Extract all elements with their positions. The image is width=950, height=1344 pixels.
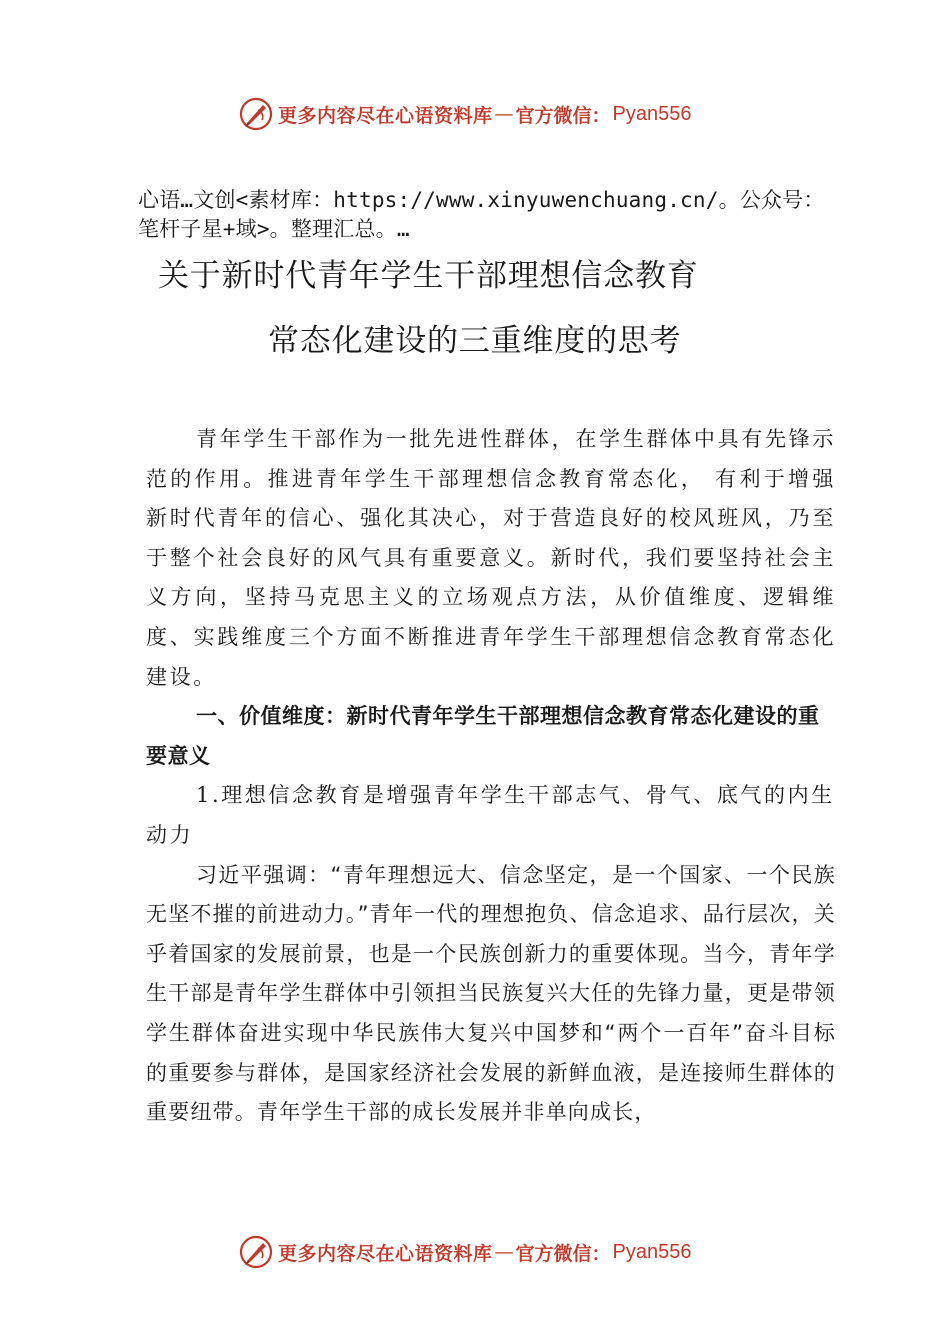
document-body bbox=[146, 420, 836, 1133]
title-line-1: 关于新时代青年学生干部理想信念教育 bbox=[158, 258, 699, 294]
quill-logo-icon bbox=[238, 96, 274, 132]
banner-separator: — bbox=[494, 103, 514, 125]
wechat-id: Pyan556 bbox=[612, 102, 692, 125]
bottom-banner bbox=[238, 1232, 798, 1272]
top-banner bbox=[238, 94, 798, 134]
subsection-heading: 1.理想信念教育是增强青年学生干部志气、骨气、底气的内生动力 bbox=[146, 783, 835, 847]
banner-text: 更多内容尽在心语资料库 bbox=[278, 104, 493, 127]
title-line-2: 常态化建设的三重维度的思考 bbox=[268, 323, 682, 359]
section-heading: 一、价值维度：新时代青年学生干部理想信念教育常态化建设的重要意义 bbox=[146, 704, 820, 768]
wechat-id: Pyan556 bbox=[612, 1240, 692, 1263]
wechat-label: 官方微信： bbox=[515, 104, 611, 127]
banner-text: 更多内容尽在心语资料库 bbox=[278, 1242, 493, 1265]
quill-logo-icon bbox=[238, 1234, 274, 1270]
body-paragraph: 习近平强调：“青年理想远大、信念坚定，是一个国家、一个民族无坚不摧的前进动力。”青年一代的理想抱负、信念追求、品行层次，关乎着国家的发展前景，也是一个民族创新力的重要体现。当今，青年学生干部是青年学生群体中引领担当民族复兴大任的先锋力量，更是带领学生群体奋进实现中华民族伟大复兴中国梦和“两个一百年”奋斗目标的重要参与群体，是国家经济社会发展的新鲜血液，是连接师生群体的重要纽带。青年学生干部的成长发展并非单向成长， bbox=[146, 862, 836, 1125]
wechat-label: 官方微信： bbox=[515, 1242, 611, 1265]
source-note: 心语…文创<素材库：https://www.xinyuwenchuang.cn/。公众号：笔杆子星+域>。整理汇总。… bbox=[138, 188, 825, 241]
intro-paragraph: 青年学生干部作为一批先进性群体，在学生群体中具有先锋示范的作用。推进青年学生干部理想信念教育常态化， 有利于增强新时代青年的信心、强化其决心，对于营造良好的校风班风，乃至于整个社会良好的风气具有重要意义。新时代，我们要坚持社会主义方向，坚持马克思主义的立场观点方法，从价值维度、逻辑维度、实践维度三个方面不断推进青年学生干部理想信念教育常态化建设。 bbox=[146, 427, 836, 689]
banner-separator: — bbox=[494, 1241, 514, 1263]
